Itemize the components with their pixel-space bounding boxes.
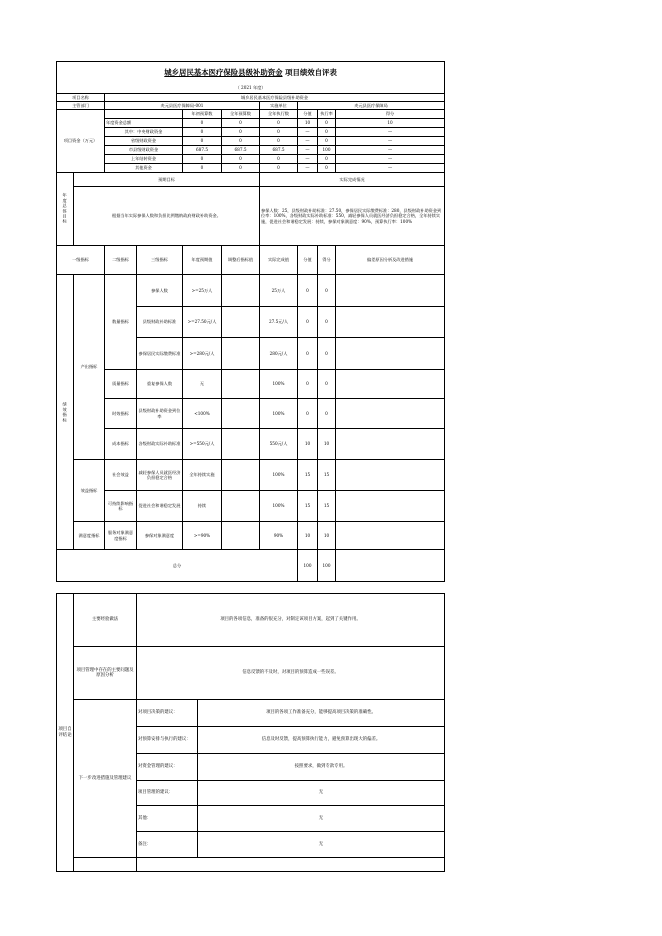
suggestion-label: 项目管理的建议： — [137, 781, 198, 806]
ind-name: 参保人数 — [137, 275, 183, 307]
funds-cell: — — [336, 164, 445, 173]
goals-label: 年度总体目标 — [57, 173, 74, 246]
funds-cell: 0 — [183, 119, 222, 128]
ind-adjusted — [222, 275, 260, 307]
ind-score: 0 — [298, 370, 318, 399]
ind-score: 0 — [298, 399, 318, 429]
funds-header-2: 全年执行数 — [260, 110, 298, 119]
ind-expect: >=27.50元/人 — [183, 307, 222, 338]
impl-value: 麦元县医疗保障局 — [298, 102, 445, 110]
funds-cell: 0 — [260, 164, 298, 173]
ind-name: 促进社会和谐稳定发展 — [137, 491, 183, 522]
funds-cell: 0 — [183, 155, 222, 164]
funds-row — [57, 137, 445, 146]
ind-header-3: 年度预期值 — [183, 246, 222, 275]
output-indicator-label: 产出指标 — [74, 275, 105, 460]
ind-score: 0 — [298, 275, 318, 307]
blank-cell — [137, 858, 445, 872]
funds-cell: — — [298, 155, 318, 164]
ind-reason — [336, 370, 445, 399]
funds-cell: 0 — [318, 128, 336, 137]
ind-got: 0 — [318, 338, 336, 370]
ind-got: 0 — [318, 307, 336, 338]
funds-label: 项目资金（万元） — [57, 110, 105, 173]
ind-expect: 无 — [183, 370, 222, 399]
goals-actual: 参保人数：25，县级财政补助标准：27.50，参保居民实际缴费标准：280，县级财政补助资金到位率：100%，各级财政实际补助标准：550，减轻参保人员就医经济负担稳定合格，全年持续实施，促进社会和谐稳定发展：持续，参保对象满意度：90%，预算执行率：100% — [260, 187, 445, 246]
page-title — [57, 62, 445, 84]
ind-header-6: 分值 — [298, 246, 318, 275]
ind-header-5: 实际完成值 — [260, 246, 298, 275]
funds-cell: — — [336, 137, 445, 146]
funds-cell: 0 — [260, 119, 298, 128]
funds-row — [57, 128, 445, 137]
suggestion-value: 无 — [198, 806, 445, 832]
ind-adjusted — [222, 429, 260, 460]
ind-got: 15 — [318, 460, 336, 491]
funds-header-blank — [105, 110, 183, 119]
ind-header-8: 偏差原因分析及改进措施 — [336, 246, 445, 275]
ind-expect: >=550元/人 — [183, 429, 222, 460]
funds-header-3: 分值 — [298, 110, 318, 119]
total-got: 100 — [318, 550, 336, 582]
sustain-indicator-label: 可持续影响指标 — [105, 491, 137, 522]
funds-cell: — — [298, 164, 318, 173]
next-steps-label: 下一步改进措施及管理建议 — [74, 700, 137, 858]
service-indicator-label: 服务对象满意度指标 — [105, 522, 137, 550]
ind-expect: >=90% — [183, 522, 222, 550]
experience-label: 主要经验做法 — [74, 594, 137, 647]
funds-cell: 0 — [222, 128, 260, 137]
ind-expect: 持续 — [183, 491, 222, 522]
blank-cell — [74, 858, 137, 872]
ind-adjusted — [222, 307, 260, 338]
funds-row-name: 上年结转资金 — [105, 155, 183, 164]
problems-text: 信息反馈的不及时，对项目的预算造成一些误差。 — [137, 647, 445, 700]
ind-name: 县级财政补助标准 — [137, 307, 183, 338]
ind-reason — [336, 491, 445, 522]
main-table — [56, 61, 445, 582]
ind-name: 参保对象满意度 — [137, 522, 183, 550]
title-suffix: 项目绩效自评表 — [282, 67, 337, 77]
ind-score: 15 — [298, 491, 318, 522]
funds-cell: 0 — [183, 128, 222, 137]
funds-cell: 0 — [222, 164, 260, 173]
funds-cell: 0 — [183, 137, 222, 146]
ind-actual: 100% — [260, 399, 298, 429]
suggestion-label: 备注： — [137, 832, 198, 858]
ind-adjusted — [222, 491, 260, 522]
table-row — [57, 275, 445, 307]
funds-row — [57, 155, 445, 164]
ind-expect: <100% — [183, 399, 222, 429]
ind-actual: 100% — [260, 491, 298, 522]
funds-row — [57, 119, 445, 128]
ind-name: 各级财政实际补助标准 — [137, 429, 183, 460]
funds-cell: 0 — [222, 155, 260, 164]
quantity-indicator-label: 数量指标 — [105, 275, 137, 370]
funds-cell: 0 — [222, 119, 260, 128]
evaluation-sheet — [56, 61, 444, 872]
ind-header-7: 得分 — [318, 246, 336, 275]
total-row — [57, 550, 445, 582]
suggestion-label: 对项目决策的建议： — [137, 700, 198, 727]
ind-actual: 550元/人 — [260, 429, 298, 460]
funds-header-4: 执行率 — [318, 110, 336, 119]
project-name-label: 项目名称 — [57, 94, 105, 102]
ind-adjusted — [222, 338, 260, 370]
problems-label: 项目管理中存在的主要问题及原因分析 — [74, 647, 137, 700]
funds-cell: 687.5 — [183, 146, 222, 155]
ind-header-2: 三级指标 — [137, 246, 183, 275]
funds-header-5: 得分 — [336, 110, 445, 119]
goals-expected: 根据当年实际参保人数和负担比例缴纳政府财政补助资金。 — [74, 187, 260, 246]
funds-cell: 10 — [298, 119, 318, 128]
funds-cell: 0 — [183, 164, 222, 173]
ind-got: 15 — [318, 491, 336, 522]
dept-value: 麦元县医疗保障局-001 — [105, 102, 260, 110]
dept-label: 主管部门 — [57, 102, 105, 110]
table-row — [57, 491, 445, 522]
conclusion-label: 项目自评结论 — [57, 594, 74, 872]
ind-name: 重复参保人数 — [137, 370, 183, 399]
ind-got: 10 — [318, 429, 336, 460]
funds-row — [57, 164, 445, 173]
funds-cell: 0 — [318, 155, 336, 164]
ind-header-1: 二级指标 — [105, 246, 137, 275]
impl-label: 实施单位 — [260, 102, 298, 110]
funds-cell: — — [298, 137, 318, 146]
ind-adjusted — [222, 460, 260, 491]
funds-cell: — — [336, 128, 445, 137]
funds-cell: 687.5 — [222, 146, 260, 155]
suggestion-value: 无 — [198, 832, 445, 858]
ind-got: 0 — [318, 275, 336, 307]
funds-cell: — — [336, 146, 445, 155]
funds-row-name: 其他资金 — [105, 164, 183, 173]
suggestion-value: 信息及时反馈，提高预算执行能力，避免预算出现大的偏差。 — [198, 727, 445, 754]
ind-actual: 100% — [260, 370, 298, 399]
suggestion-row — [57, 700, 445, 727]
funds-cell: 0 — [260, 155, 298, 164]
cost-indicator-label: 成本指标 — [105, 429, 137, 460]
funds-cell: 687.5 — [260, 146, 298, 155]
ind-reason — [336, 275, 445, 307]
ind-adjusted — [222, 370, 260, 399]
social-indicator-label: 社会效益 — [105, 460, 137, 491]
funds-header-0: 年初预算数 — [183, 110, 222, 119]
ind-score: 0 — [298, 338, 318, 370]
ind-reason — [336, 399, 445, 429]
year-text: （ 2021 年度） — [57, 83, 445, 94]
ind-adjusted — [222, 399, 260, 429]
ind-actual: 100% — [260, 460, 298, 491]
goals-actual-label: 实际完成情况 — [260, 173, 445, 187]
funds-row-name: 省级财政资金 — [105, 137, 183, 146]
total-reason — [336, 550, 445, 582]
funds-cell: 0 — [318, 119, 336, 128]
ind-actual: 280元/人 — [260, 338, 298, 370]
ind-actual: 27.5元/人 — [260, 307, 298, 338]
ind-reason — [336, 522, 445, 550]
effect-indicator-label: 效益指标 — [74, 460, 105, 522]
funds-cell: — — [298, 128, 318, 137]
satisfaction-indicator-label: 满意度指标 — [74, 522, 105, 550]
ind-got: 0 — [318, 399, 336, 429]
ind-expect: >=25万人 — [183, 275, 222, 307]
ind-adjusted — [222, 522, 260, 550]
table-row — [57, 370, 445, 399]
timeliness-indicator-label: 时效指标 — [105, 399, 137, 429]
suggestion-value: 项目的各项工作准备充分，能够提高项目决策的准确性。 — [198, 700, 445, 727]
ind-score: 10 — [298, 429, 318, 460]
table-row — [57, 399, 445, 429]
suggestion-label: 对资金管理的建议： — [137, 754, 198, 781]
ind-expect: 全年持续实施 — [183, 460, 222, 491]
ind-header-0: 一级指标 — [57, 246, 105, 275]
funds-row-name: 市县级财政资金 — [105, 146, 183, 155]
project-name-value: 城乡居民基本医疗保险县级补助资金 — [105, 94, 445, 102]
funds-cell: 0 — [260, 137, 298, 146]
suggestion-label: 对预算安排与执行的建议： — [137, 727, 198, 754]
funds-row-name: 年度资金总额 — [105, 119, 183, 128]
ind-reason — [336, 338, 445, 370]
suggestion-value: 按照要求，做到专款专用。 — [198, 754, 445, 781]
funds-cell: 0 — [260, 128, 298, 137]
ind-got: 0 — [318, 370, 336, 399]
funds-cell: 0 — [318, 137, 336, 146]
ind-actual: 25万人 — [260, 275, 298, 307]
ind-actual: 90% — [260, 522, 298, 550]
ind-reason — [336, 307, 445, 338]
suggestion-label: 其他： — [137, 806, 198, 832]
table-row — [57, 429, 445, 460]
ind-reason — [336, 429, 445, 460]
ind-score: 0 — [298, 307, 318, 338]
experience-text: 项目的各项信息，准备的很充分，对制定该项目方案，起到了关键作用。 — [137, 594, 445, 647]
table-row — [57, 460, 445, 491]
ind-name: 县级财政补助资金到位率 — [137, 399, 183, 429]
funds-cell: 0 — [222, 137, 260, 146]
quality-indicator-label: 质量指标 — [105, 370, 137, 399]
funds-cell: 100 — [318, 146, 336, 155]
ind-score: 15 — [298, 460, 318, 491]
ind-score: 10 — [298, 522, 318, 550]
ind-name: 参保居民实际缴费标准 — [137, 338, 183, 370]
goals-expected-label: 预期目标 — [74, 173, 260, 187]
funds-cell: — — [336, 155, 445, 164]
ind-name: 减轻参保人员就医经济负担稳定合格 — [137, 460, 183, 491]
ind-got: 10 — [318, 522, 336, 550]
table-row — [57, 522, 445, 550]
total-score: 100 — [298, 550, 318, 582]
funds-row-name: 其中：中央财政资金 — [105, 128, 183, 137]
ind-header-4: 调整后指标值 — [222, 246, 260, 275]
funds-cell: 10 — [336, 119, 445, 128]
funds-cell: 0 — [318, 164, 336, 173]
conclusion-table — [56, 593, 445, 872]
ind-reason — [336, 460, 445, 491]
suggestion-value: 无 — [198, 781, 445, 806]
indicator-section-label: 绩效指标 — [57, 275, 74, 550]
funds-cell: — — [298, 146, 318, 155]
total-label: 总分 — [57, 550, 298, 582]
ind-expect: >=280元/人 — [183, 338, 222, 370]
funds-row — [57, 146, 445, 155]
title-main: 城乡居民基本医疗保险县级补助资金 — [164, 67, 283, 77]
funds-header-1: 全年预算数 — [222, 110, 260, 119]
